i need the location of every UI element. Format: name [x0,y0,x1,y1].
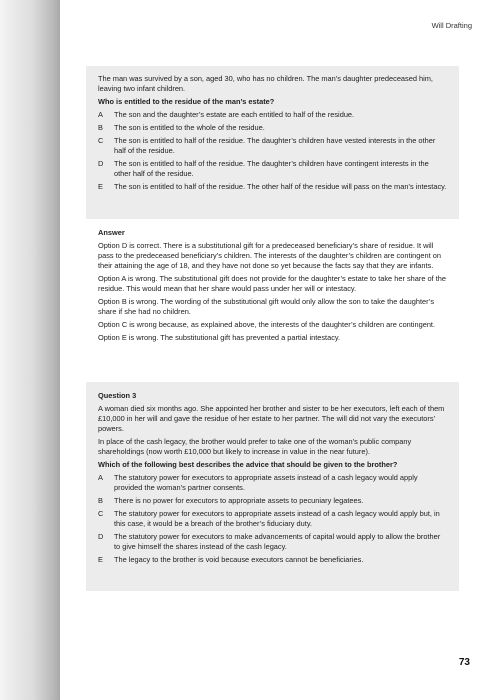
option-letter: D [98,159,104,168]
answer-heading: Answer [98,228,125,237]
option-text: The legacy to the brother is void because executors cannot be beneficiaries. [114,555,364,564]
option-text: The son is entitled to half of the residue. The daughter’s children have vested interests in the other half of the residue. [114,136,436,155]
question-prompt: Which of the following best describes the advice that should be given to the brother? [98,460,398,469]
option-d [98,532,447,552]
option-e [98,182,447,192]
option-letter: E [98,182,103,191]
option-letter: E [98,555,103,564]
option-a [98,473,447,493]
option-letter: B [98,123,103,132]
option-text: The son and the daughter’s estate are each entitled to half of the residue. [114,110,355,119]
option-text: The son is entitled to half of the residue. The other half of the residue will pass on the man’s intestacy. [114,182,447,191]
answer-section [98,228,450,343]
option-d [98,159,447,179]
option-letter: A [98,110,103,119]
option-text: The son is entitled to the whole of the residue. [114,123,265,132]
option-list [98,473,447,565]
answer-paragraph: Option E is wrong. The substitutional gift has prevented a partial intestacy. [98,333,341,342]
question-stem: The man was survived by a son, aged 30, who has no children. The man’s daughter predeceased him, leaving two infant children. [98,74,433,93]
option-list [98,110,447,192]
option-letter: D [98,532,104,541]
option-a [98,110,447,120]
option-text: There is no power for executors to appropriate assets to pecuniary legatees. [114,496,364,505]
option-text: The son is entitled to half of the residue. The daughter’s children have contingent interests in the other half of the residue. [114,159,429,178]
option-c [98,136,447,156]
option-text: The statutory power for executors to appropriate assets instead of a cash legacy would apply provided the woman’s partner consents. [114,473,418,492]
option-letter: C [98,136,104,145]
option-letter: B [98,496,103,505]
option-text: The statutory power for executors to appropriate assets instead of a cash legacy would apply but, in this case, it would be a breach of the brother’s fiduciary duty. [114,509,440,528]
option-b [98,123,447,133]
answer-paragraph: Option A is wrong. The substitutional gift does not provide for the daughter’s estate to take her share of the residue. This would mean that her share would pass under her will or intestacy. [98,274,446,293]
question-prompt: Who is entitled to the residue of the man’s estate? [98,97,275,106]
question-paragraph: A woman died six months ago. She appointed her brother and sister to be her executors, left each of them £10,000 in her will and gave the residue of her estate to her partner. The will did not vary the executors’ powers. [98,404,445,433]
option-letter: C [98,509,104,518]
page-gutter-shadow [0,0,60,700]
question-heading: Question 3 [98,391,137,400]
page-number: 73 [458,657,470,668]
question-3-box [86,382,459,591]
option-b [98,496,447,506]
running-head: Will Drafting [431,21,472,30]
option-c [98,509,447,529]
answer-paragraph: Option B is wrong. The wording of the substitutional gift would only allow the son to take the daughter’s share if she had no children. [98,297,435,316]
option-letter: A [98,473,103,482]
answer-paragraph: Option D is correct. There is a substitutional gift for a predeceased beneficiary’s share of residue. It will pass to the predeceased beneficiary’s children. The interests of the daughter’s children are contingent on their attaining the age of 18, and they have not done so yet because the facts say that they are infants. [98,241,441,270]
option-e [98,555,447,565]
question-paragraph: In place of the cash legacy, the brother would prefer to take one of the woman’s public company shareholdings (now worth £10,000 but likely to increase in value in the near future). [98,437,412,456]
answer-paragraph: Option C is wrong because, as explained above, the interests of the daughter’s children are contingent. [98,320,436,329]
option-text: The statutory power for executors to make advancements of capital would apply to allow the brother to give himself the shares instead of the cash legacy. [114,532,441,551]
question-2-box [86,66,459,219]
